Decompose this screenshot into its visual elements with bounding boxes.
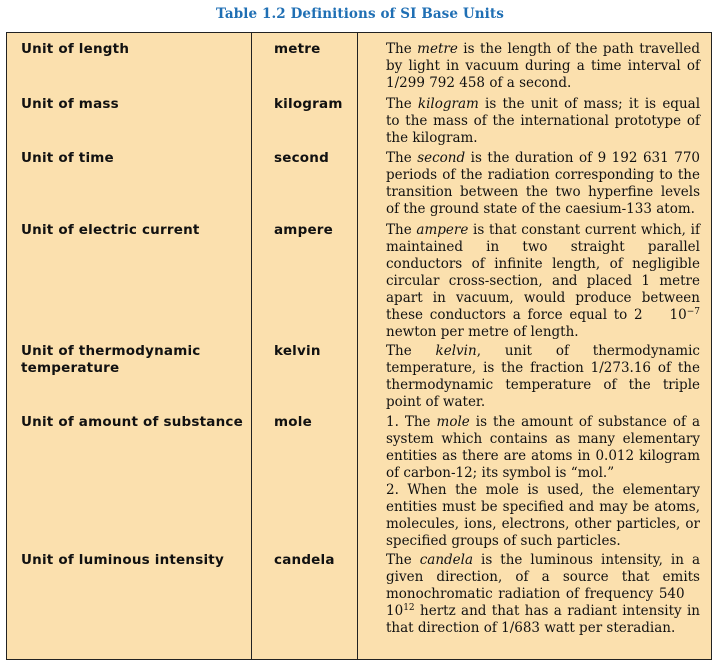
unit-name: candela [274, 552, 335, 568]
column-divider [251, 33, 252, 659]
unit-definition: 1. The mole is the amount of substance of a system which contains as many elementary entities as there are atoms in 0.012 kilogram of carbon-12; its symbol is “mol.” 2. When the mole is used, the elementary entities must be specified and may be atoms, molecules, ions, electrons, other particles, or specified groups of such particles. [386, 414, 700, 549]
unit-name: ampere [274, 222, 334, 238]
unit-name: second [274, 150, 329, 166]
unit-name: mole [274, 414, 312, 430]
table-caption: Table 1.2 Definitions of SI Base Units [216, 6, 504, 22]
unit-name: kelvin [274, 343, 321, 359]
si-units-table [6, 32, 712, 660]
unit-definition: The kelvin, unit of thermodynamic temperature, is the fraction 1/273.16 of the thermodynamic temperature of the triple point of water. [386, 343, 700, 410]
quantity-name: Unit of luminous intensity [21, 552, 224, 568]
unit-definition: The metre is the length of the path travelled by light in vacuum during a time interval of 1/299 792 458 of a second. [386, 41, 700, 91]
unit-definition: The second is the duration of 9 192 631 770 periods of the radiation corresponding to the transition between the two hyperfine levels of the ground state of the caesium-133 atom. [386, 150, 700, 217]
unit-definition: The candela is the luminous intensity, in a given direction, of a source that emits monochromatic radiation of frequency 540 $10^{12}$ hertz and that has a radiant intensity in that direction of 1/683 watt per steradian. [386, 552, 700, 636]
quantity-name: Unit of amount of substance [21, 414, 243, 430]
quantity-name: Unit of time [21, 150, 114, 166]
unit-definition: The kilogram is the unit of mass; it is equal to the mass of the international prototype of the kilogram. [386, 96, 701, 146]
quantity-name: Unit of mass [21, 96, 119, 112]
unit-name: metre [274, 41, 321, 57]
unit-definition: The ampere is that constant current which, if maintained in two straight parallel conductors of infinite length, of negligible circular cross-section, and placed 1 metre apart in vacuum, would produce between these conductors a force equal to 2 $10^{-7}$ newton per metre of length. [386, 222, 700, 340]
quantity-name: Unit of length [21, 41, 130, 57]
quantity-name: Unit of thermodynamic temperature [21, 343, 201, 376]
quantity-name: Unit of electric current [21, 222, 200, 238]
unit-name: kilogram [274, 96, 343, 112]
